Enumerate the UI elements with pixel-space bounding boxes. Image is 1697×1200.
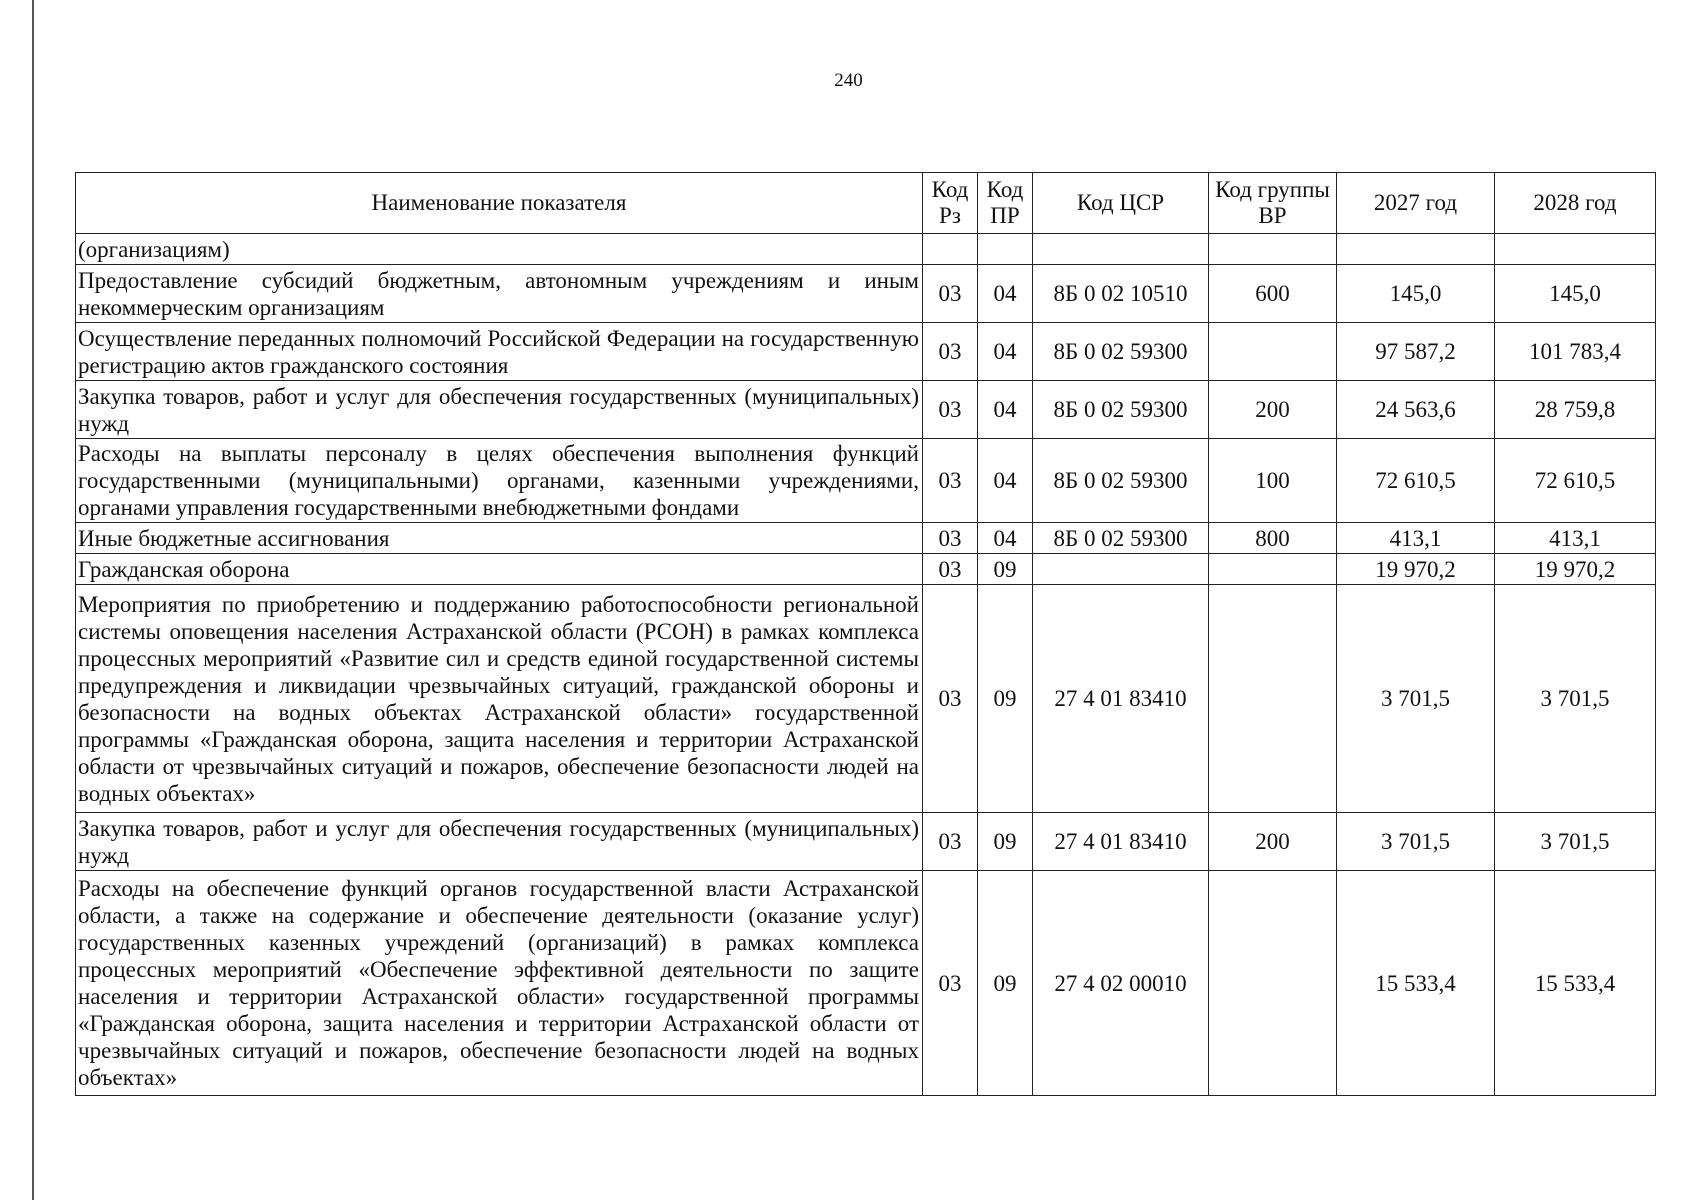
- cell-2028: [1495, 234, 1656, 265]
- cell-2027: 24 563,6: [1337, 381, 1495, 439]
- cell-vr: [1209, 234, 1337, 265]
- cell-2027: 72 610,5: [1337, 439, 1495, 523]
- table-header-row: [76, 173, 1656, 234]
- cell-2028: 145,0: [1495, 265, 1656, 323]
- cell-rz: 03: [923, 585, 978, 813]
- cell-2028: 413,1: [1495, 523, 1656, 554]
- cell-csr: 27 4 01 83410: [1033, 813, 1209, 871]
- cell-rz: 03: [923, 871, 978, 1096]
- cell-pr: 04: [978, 323, 1033, 381]
- cell-pr: 09: [978, 554, 1033, 585]
- header-2028: 2028 год: [1495, 173, 1656, 234]
- cell-name: Расходы на выплаты персоналу в целях обеспечения выполнения функций государственными (муниципальными) органами, казенными учреждениями, органами управления государственными внебюджетными фондами: [76, 439, 923, 523]
- cell-pr: 09: [978, 871, 1033, 1096]
- cell-2027: 3 701,5: [1337, 585, 1495, 813]
- cell-vr: [1209, 871, 1337, 1096]
- cell-rz: 03: [923, 523, 978, 554]
- cell-rz: 03: [923, 554, 978, 585]
- table-row: [76, 234, 1656, 265]
- header-name: Наименование показателя: [76, 173, 923, 234]
- cell-rz: 03: [923, 323, 978, 381]
- cell-2028: 72 610,5: [1495, 439, 1656, 523]
- header-csr: Код ЦСР: [1033, 173, 1209, 234]
- cell-pr: 09: [978, 585, 1033, 813]
- header-2027: 2027 год: [1337, 173, 1495, 234]
- cell-pr: 04: [978, 265, 1033, 323]
- cell-vr: [1209, 585, 1337, 813]
- cell-2027: 3 701,5: [1337, 813, 1495, 871]
- cell-pr: 09: [978, 813, 1033, 871]
- cell-2027: 97 587,2: [1337, 323, 1495, 381]
- cell-pr: 04: [978, 381, 1033, 439]
- cell-vr: 100: [1209, 439, 1337, 523]
- table-row: [76, 381, 1656, 439]
- cell-name: Закупка товаров, работ и услуг для обеспечения государственных (муниципальных) нужд: [76, 813, 923, 871]
- cell-2027: 413,1: [1337, 523, 1495, 554]
- cell-rz: 03: [923, 381, 978, 439]
- cell-vr: 800: [1209, 523, 1337, 554]
- cell-csr: 8Б 0 02 59300: [1033, 523, 1209, 554]
- cell-2027: 145,0: [1337, 265, 1495, 323]
- cell-csr: 8Б 0 02 10510: [1033, 265, 1209, 323]
- cell-csr: [1033, 234, 1209, 265]
- cell-2028: 19 970,2: [1495, 554, 1656, 585]
- cell-2027: 19 970,2: [1337, 554, 1495, 585]
- header-rz: Код Рз: [923, 173, 978, 234]
- table-row: [76, 554, 1656, 585]
- cell-vr: 600: [1209, 265, 1337, 323]
- header-vr: Код группы ВР: [1209, 173, 1337, 234]
- cell-csr: 8Б 0 02 59300: [1033, 323, 1209, 381]
- cell-csr: 27 4 02 00010: [1033, 871, 1209, 1096]
- cell-2028: 101 783,4: [1495, 323, 1656, 381]
- binding-margin-line: [32, 0, 34, 1200]
- cell-csr: 8Б 0 02 59300: [1033, 439, 1209, 523]
- cell-pr: [978, 234, 1033, 265]
- cell-csr: [1033, 554, 1209, 585]
- cell-rz: 03: [923, 265, 978, 323]
- table-row: [76, 585, 1656, 813]
- cell-name: Иные бюджетные ассигнования: [76, 523, 923, 554]
- cell-name: Расходы на обеспечение функций органов государственной власти Астраханской области, а также на содержание и обеспечение деятельности (оказание услуг) государственных казенных учреждений (организаций) в рамках комплекса процессных мероприятий «Обеспечение эффективной деятельности по защите населения и территории Астраханской области» государственной программы «Гражданская оборона, защита населения и территории Астраханской области от чрезвычайных ситуаций и пожаров, обеспечение безопасности людей на водных объектах»: [76, 871, 923, 1096]
- cell-rz: 03: [923, 813, 978, 871]
- table-row: [76, 439, 1656, 523]
- cell-2028: 28 759,8: [1495, 381, 1656, 439]
- cell-name: Гражданская оборона: [76, 554, 923, 585]
- table-row: [76, 265, 1656, 323]
- cell-vr: 200: [1209, 381, 1337, 439]
- cell-2027: 15 533,4: [1337, 871, 1495, 1096]
- page-number: 240: [834, 70, 863, 91]
- table-row: [76, 523, 1656, 554]
- cell-csr: 8Б 0 02 59300: [1033, 381, 1209, 439]
- cell-pr: 04: [978, 439, 1033, 523]
- cell-vr: 200: [1209, 813, 1337, 871]
- cell-vr: [1209, 323, 1337, 381]
- cell-2028: 15 533,4: [1495, 871, 1656, 1096]
- table-row: [76, 323, 1656, 381]
- cell-rz: [923, 234, 978, 265]
- cell-2028: 3 701,5: [1495, 813, 1656, 871]
- cell-csr: 27 4 01 83410: [1033, 585, 1209, 813]
- cell-name: Закупка товаров, работ и услуг для обеспечения государственных (муниципальных) нужд: [76, 381, 923, 439]
- cell-2028: 3 701,5: [1495, 585, 1656, 813]
- cell-name: Мероприятия по приобретению и поддержанию работоспособности региональной системы оповещения населения Астраханской области (РСОН) в рамках комплекса процессных мероприятий «Развитие сил и средств единой государственной системы предупреждения и ликвидации чрезвычайных ситуаций, гражданской обороны и безопасности на водных объектах Астраханской области» государственной программы «Гражданская оборона, защита населения и территории Астраханской области от чрезвычайных ситуаций и пожаров, обеспечение безопасности людей на водных объектах»: [76, 585, 923, 813]
- cell-pr: 04: [978, 523, 1033, 554]
- budget-table: [75, 172, 1656, 1096]
- cell-name: Осуществление переданных полномочий Российской Федерации на государственную регистрацию актов гражданского состояния: [76, 323, 923, 381]
- table-row: [76, 871, 1656, 1096]
- cell-vr: [1209, 554, 1337, 585]
- table-row: [76, 813, 1656, 871]
- cell-2027: [1337, 234, 1495, 265]
- cell-name: Предоставление субсидий бюджетным, автономным учреждениям и иным некоммерческим организациям: [76, 265, 923, 323]
- cell-name: (организациям): [76, 234, 923, 265]
- header-pr: Код ПР: [978, 173, 1033, 234]
- cell-rz: 03: [923, 439, 978, 523]
